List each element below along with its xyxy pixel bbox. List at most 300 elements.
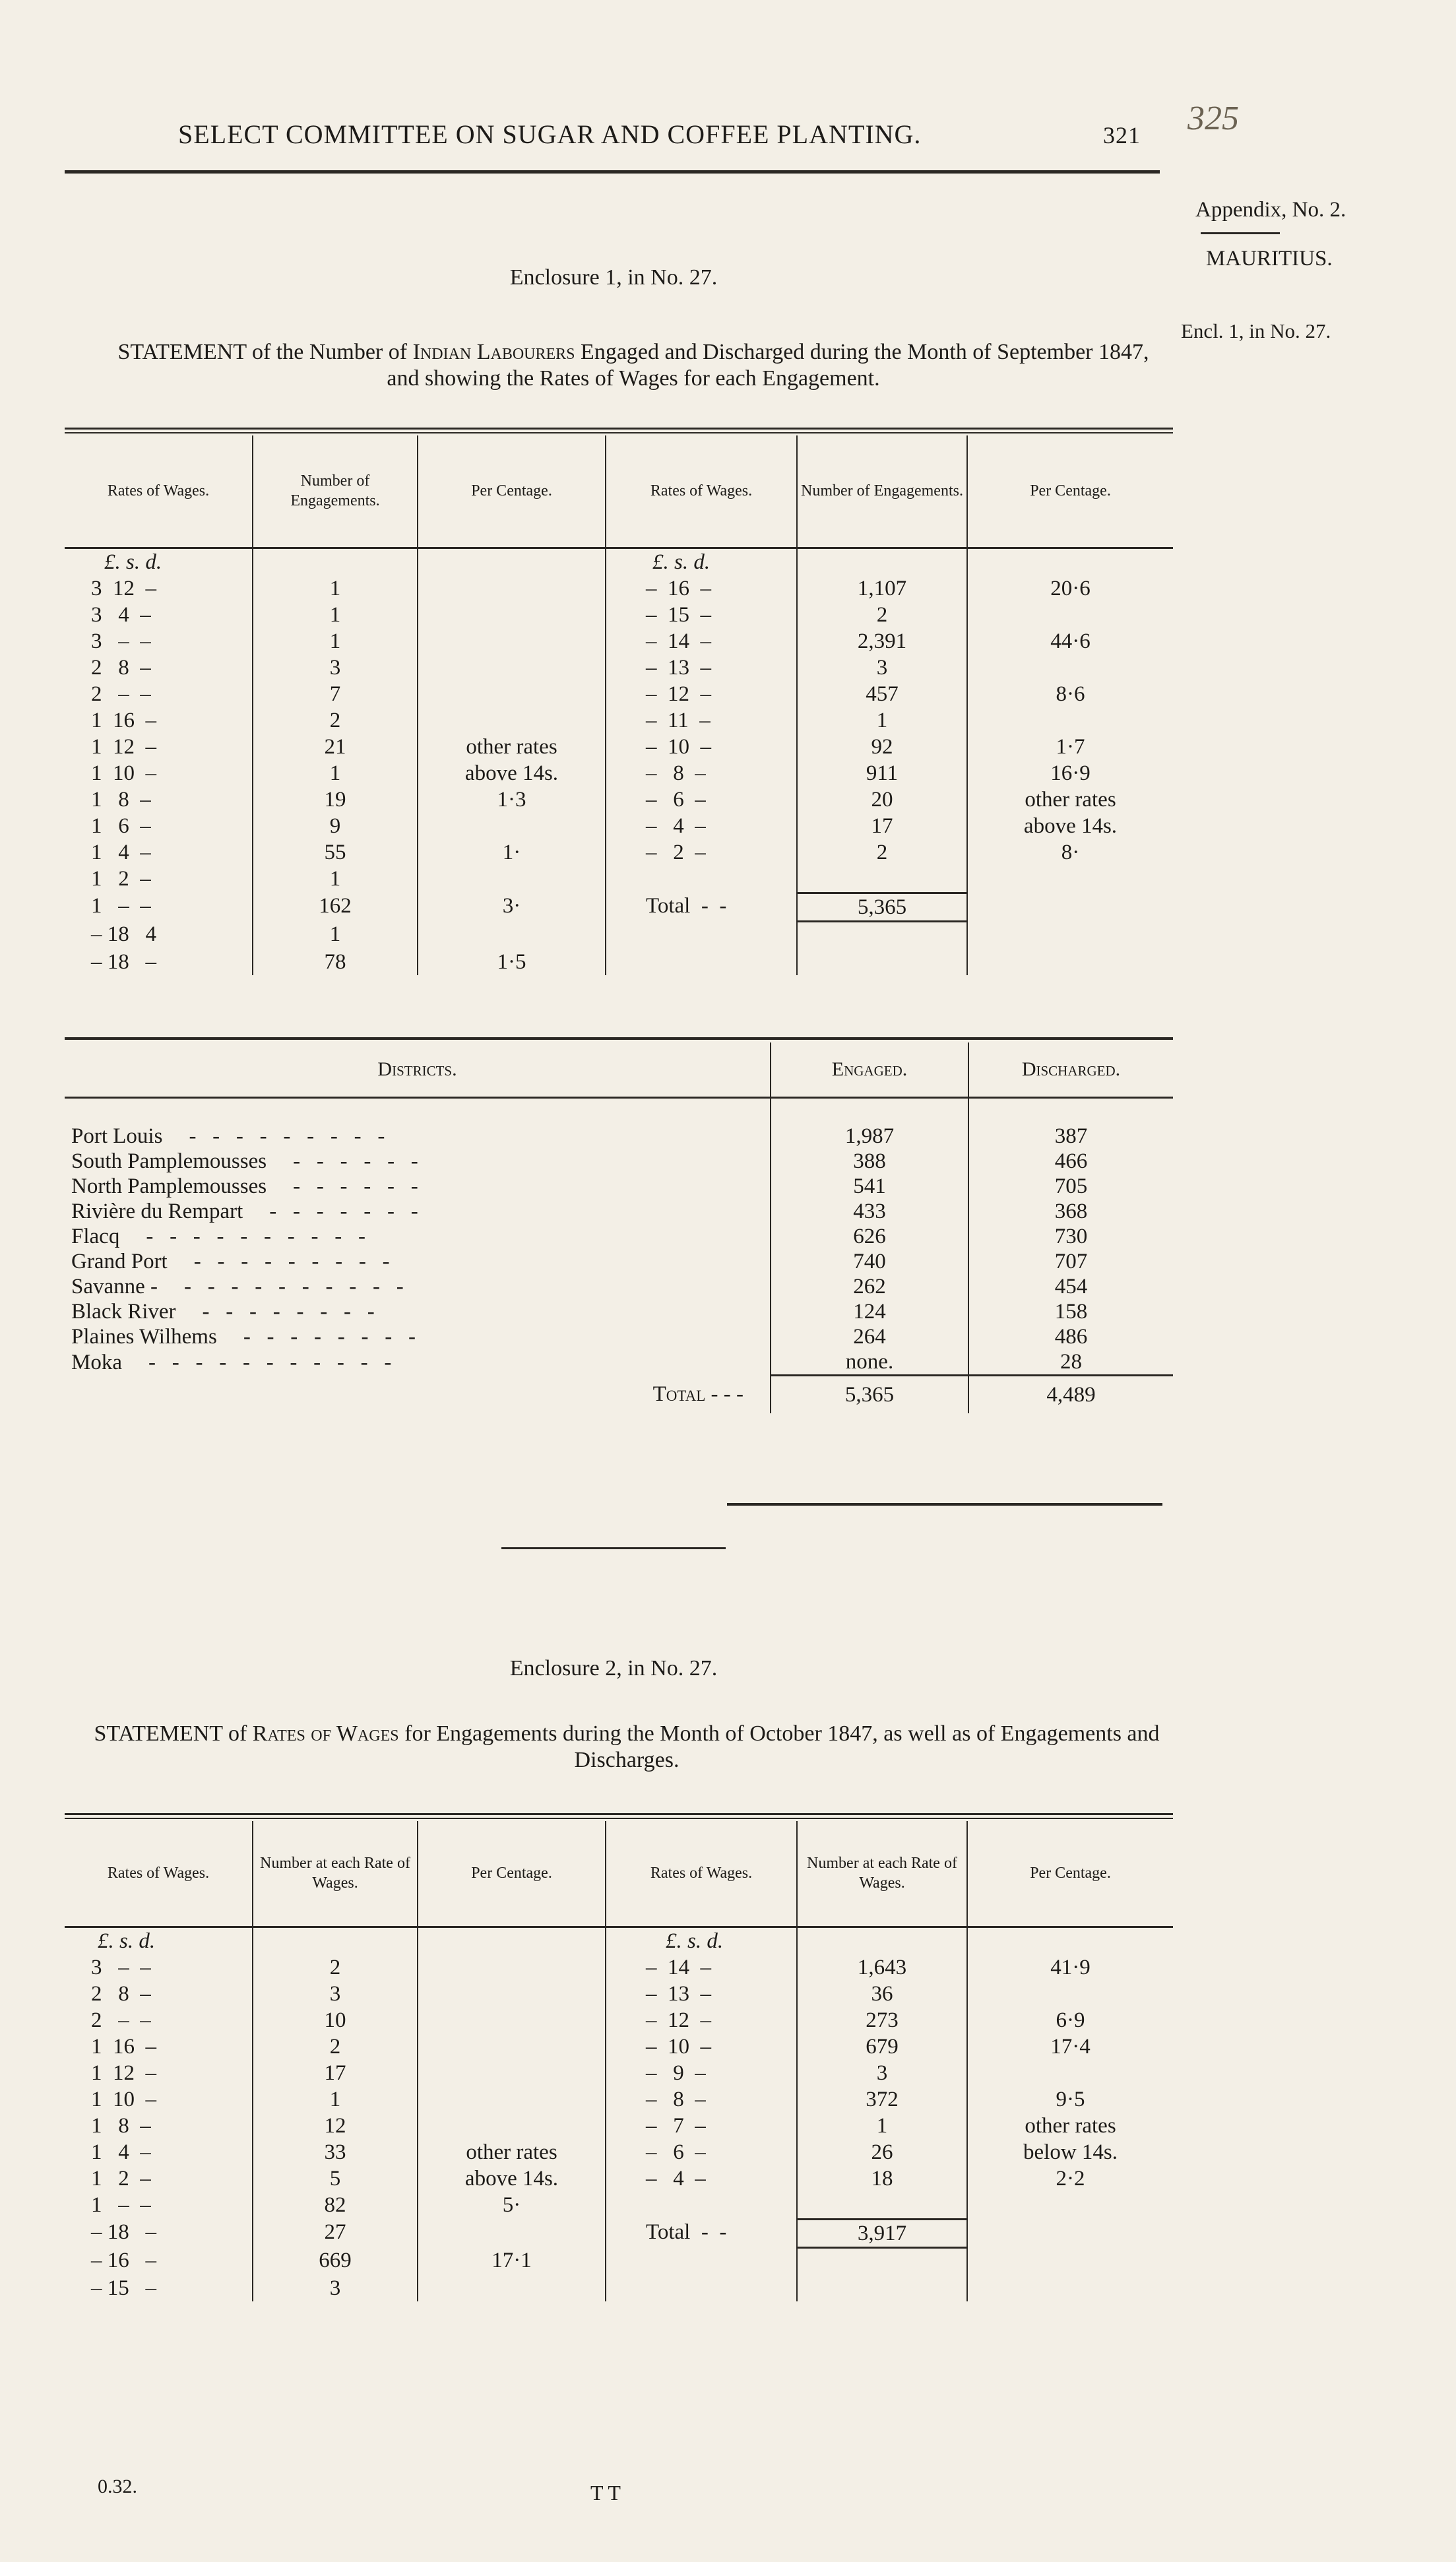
rate-left: 3 12 –: [91, 576, 156, 600]
table-row: [65, 949, 1173, 975]
count-right: [797, 2192, 967, 2220]
percent-right: 41·9: [967, 1954, 1173, 1981]
district-discharged: 387: [968, 1124, 1173, 1149]
percent-right: other rates: [967, 2113, 1173, 2139]
rate-right: – 12 –: [606, 2007, 797, 2034]
percent-left: above 14s.: [418, 760, 606, 786]
district-discharged: 466: [968, 1149, 1173, 1174]
district-engaged: 1,987: [771, 1124, 968, 1149]
percent-right: 8·6: [967, 681, 1173, 707]
percent-right: [967, 2060, 1173, 2086]
rate-left: 1 – –: [91, 2193, 151, 2217]
district-name: Black River: [71, 1300, 176, 1324]
wages-table-september: [65, 435, 1173, 975]
percent-right: [967, 707, 1173, 734]
table-row: [65, 602, 1173, 628]
district-engaged: 388: [771, 1149, 968, 1174]
col-districts: Districts.: [65, 1042, 771, 1098]
table-row: [65, 681, 1173, 707]
count-left: 82: [253, 2192, 418, 2220]
count-right: [797, 2275, 967, 2301]
percent-right: 20·6: [967, 575, 1173, 602]
rate-right: [606, 2247, 797, 2275]
list-item: [65, 1149, 1173, 1174]
district-cell: [65, 1199, 771, 1224]
district-cell: [65, 1149, 771, 1174]
count-left: 5: [253, 2165, 418, 2192]
table-row: [65, 839, 1173, 866]
percent-right: 2·2: [967, 2165, 1173, 2192]
district-leader-dots: - - - - - - - - - -: [184, 1275, 404, 1298]
enclosure1-heading: Enclosure 1, in No. 27.: [509, 265, 718, 290]
col-number-1: Number of Engagements.: [253, 435, 418, 548]
count-right: 372: [797, 2086, 967, 2113]
percent-right: 6·9: [967, 2007, 1173, 2034]
table1-top-rule-2: [65, 432, 1173, 433]
percent-left: other rates: [418, 734, 606, 760]
district-cell: [65, 1174, 771, 1199]
count-left: 7: [253, 681, 418, 707]
rate-right: – 2 –: [606, 839, 797, 866]
col-percentage-2: Per Centage.: [967, 435, 1173, 548]
table-row: [65, 2165, 1173, 2192]
district-discharged: 705: [968, 1174, 1173, 1199]
col2-percentage-2: Per Centage.: [967, 1821, 1173, 1927]
table1-top-rule: [65, 428, 1173, 430]
sidebar-rule: [1201, 232, 1280, 234]
percent-right: [967, 866, 1173, 893]
district-leader-dots: - - - - - - - - - - -: [148, 1350, 392, 1374]
percent-right: [967, 2247, 1173, 2275]
rate-right: – 15 –: [606, 602, 797, 628]
statement-lead: STATEMENT: [117, 340, 247, 364]
percent-left: [418, 602, 606, 628]
district-cell: [65, 1274, 771, 1299]
col2-number-2: Number at each Rate of Wages.: [797, 1821, 967, 1927]
rate-right: – 8 –: [606, 2086, 797, 2113]
percent-left: 3·: [418, 893, 606, 921]
currency-header-right: £. s. d.: [606, 548, 797, 575]
count-left: 2: [253, 707, 418, 734]
list-item: [65, 1224, 1173, 1249]
col-percentage-1: Per Centage.: [418, 435, 606, 548]
count-right: 2: [797, 602, 967, 628]
col-rates-of-wages-1: Rates of Wages.: [65, 435, 253, 548]
count-right: 3,917: [797, 2219, 967, 2247]
district-engaged: 262: [771, 1274, 968, 1299]
count-left: 1: [253, 921, 418, 949]
rate-left: 1 12 –: [91, 734, 156, 759]
table2-top-rule-2: [65, 1818, 1173, 1819]
col2-percentage-1: Per Centage.: [418, 1821, 606, 1927]
count-right: [797, 2247, 967, 2275]
percent-right: 44·6: [967, 628, 1173, 655]
count-left: 2: [253, 1954, 418, 1981]
count-right: [797, 921, 967, 949]
district-name: North Pamplemousses: [71, 1174, 267, 1198]
district-cell: [65, 1324, 771, 1349]
rate-right: [606, 2275, 797, 2301]
count-right: [797, 866, 967, 893]
wages-table-october: [65, 1821, 1173, 2301]
district-name: Plaines Wilhems: [71, 1325, 217, 1349]
rate-right: [606, 2192, 797, 2220]
rate-left: 1 16 –: [91, 708, 156, 732]
statement2-text-b: for Engagements during the Month of October 1847, as well as of Engagements and Discharges.: [398, 1721, 1160, 1772]
percent-left: [418, 1981, 606, 2007]
rate-left: 1 8 –: [91, 787, 151, 812]
rate-right: – 6 –: [606, 786, 797, 813]
percent-right: above 14s.: [967, 813, 1173, 839]
percent-left: [418, 2275, 606, 2301]
percent-right: other rates: [967, 786, 1173, 813]
currency-header-left: £. s. d.: [104, 550, 162, 574]
running-title: SELECT COMMITTEE ON SUGAR AND COFFEE PLANTING.: [178, 119, 922, 149]
table-row: [65, 2034, 1173, 2060]
count-left: 78: [253, 949, 418, 975]
table-row: [65, 2219, 1173, 2247]
rate-left: – 16 –: [91, 2249, 156, 2272]
rate-left: 1 – –: [91, 894, 151, 918]
district-leader-dots: - - - - - - -: [269, 1200, 418, 1223]
count-right: [797, 949, 967, 975]
table-row: [65, 575, 1173, 602]
district-cell: [65, 1249, 771, 1274]
rate-left: – 18 –: [91, 2220, 156, 2244]
statement-text-b: Engaged and Discharged during the Month of September 1847, and showing the Rates of Wages for each Engagement.: [387, 340, 1149, 391]
count-left: 10: [253, 2007, 418, 2034]
signature-mark: T T: [590, 2481, 621, 2505]
count-left: 55: [253, 839, 418, 866]
table-row: [65, 2247, 1173, 2275]
statement2-lead: STATEMENT: [94, 1721, 223, 1746]
percent-left: 17·1: [418, 2247, 606, 2275]
percent-left: [418, 866, 606, 893]
rate-right: – 7 –: [606, 2113, 797, 2139]
col-discharged: Discharged.: [968, 1042, 1173, 1098]
rate-right: Total - -: [606, 2219, 797, 2247]
rate-right: – 10 –: [606, 2034, 797, 2060]
rate-right: – 14 –: [606, 628, 797, 655]
percent-right: [967, 893, 1173, 921]
rate-left: 1 12 –: [91, 2061, 156, 2085]
count-right: 3: [797, 655, 967, 681]
rate-right: [606, 921, 797, 949]
percent-right: [967, 602, 1173, 628]
district-discharged: 28: [968, 1349, 1173, 1376]
districts-total-discharged: 4,489: [968, 1376, 1173, 1414]
district-name: Grand Port: [71, 1250, 168, 1273]
table-row: [65, 2113, 1173, 2139]
rate-right: – 13 –: [606, 1981, 797, 2007]
rate-right: – 13 –: [606, 655, 797, 681]
rate-left: 1 2 –: [91, 866, 151, 891]
district-engaged: 264: [771, 1324, 968, 1349]
percent-left: 1·5: [418, 949, 606, 975]
percent-left: [418, 655, 606, 681]
count-left: 1: [253, 628, 418, 655]
district-leader-dots: - - - - - -: [293, 1174, 418, 1198]
percent-left: [418, 628, 606, 655]
rate-right: – 4 –: [606, 813, 797, 839]
district-name: Flacq: [71, 1225, 120, 1248]
rate-left: 1 2 –: [91, 2166, 151, 2191]
district-leader-dots: - - - - - - - - -: [193, 1250, 390, 1273]
district-engaged: none.: [771, 1349, 968, 1376]
handwritten-folio: 325: [1187, 100, 1239, 137]
percent-left: [418, 2007, 606, 2034]
count-right: 1,643: [797, 1954, 967, 1981]
percent-right: [967, 2275, 1173, 2301]
count-left: 1: [253, 2086, 418, 2113]
table-row: [65, 2139, 1173, 2165]
percent-left: 1·: [418, 839, 606, 866]
currency2-header-right: £. s. d.: [606, 1927, 797, 1954]
rate-right: [606, 866, 797, 893]
count-right: 20: [797, 786, 967, 813]
percent-right: [967, 949, 1173, 975]
rate-right: – 12 –: [606, 681, 797, 707]
percent-left: above 14s.: [418, 2165, 606, 2192]
count-left: 9: [253, 813, 418, 839]
rate-right: – 10 –: [606, 734, 797, 760]
percent-left: [418, 2060, 606, 2086]
count-right: 36: [797, 1981, 967, 2007]
percent-right: 9·5: [967, 2086, 1173, 2113]
rate-left: 1 6 –: [91, 814, 151, 838]
rate-right: – 8 –: [606, 760, 797, 786]
count-right: 2,391: [797, 628, 967, 655]
table-row: [65, 1981, 1173, 2007]
rate-left: 1 10 –: [91, 761, 156, 785]
percent-right: [967, 921, 1173, 949]
list-item: [65, 1174, 1173, 1199]
rate-left: 2 8 –: [91, 1981, 151, 2006]
rate-left: 1 8 –: [91, 2113, 151, 2138]
rate-left: 3 4 –: [91, 602, 151, 627]
count-right: 5,365: [797, 893, 967, 921]
district-discharged: 707: [968, 1249, 1173, 1274]
district-discharged: 454: [968, 1274, 1173, 1299]
count-left: 21: [253, 734, 418, 760]
rate-left: 3 – –: [91, 629, 151, 653]
table-row: [65, 760, 1173, 786]
rate-left: 1 4 –: [91, 840, 151, 864]
district-engaged: 626: [771, 1224, 968, 1249]
list-item: [65, 1349, 1173, 1376]
table-row: [65, 2192, 1173, 2220]
rate-left: – 18 4: [91, 922, 156, 946]
percent-left: [418, 2219, 606, 2247]
col-engaged: Engaged.: [771, 1042, 968, 1098]
count-left: 669: [253, 2247, 418, 2275]
rate-right: Total - -: [606, 893, 797, 921]
count-left: 27: [253, 2219, 418, 2247]
district-discharged: 368: [968, 1199, 1173, 1224]
count-right: 273: [797, 2007, 967, 2034]
count-right: 2: [797, 839, 967, 866]
currency2-header-left: £. s. d.: [98, 1929, 156, 1953]
percent-left: 5·: [418, 2192, 606, 2220]
enclosure-ref: Encl. 1, in No. 27.: [1181, 319, 1331, 342]
count-left: 3: [253, 1981, 418, 2007]
statement2-smallcaps: Rates of Wages: [252, 1721, 399, 1746]
statement-smallcaps: Indian Labourers: [412, 340, 575, 364]
enclosure2-statement: [86, 1721, 1168, 1774]
percent-right: 1·7: [967, 734, 1173, 760]
percent-right: [967, 655, 1173, 681]
districts-total-engaged: 5,365: [771, 1376, 968, 1414]
count-right: 92: [797, 734, 967, 760]
rate-right: [606, 949, 797, 975]
count-left: 3: [253, 2275, 418, 2301]
table-row: [65, 2086, 1173, 2113]
count-right: 457: [797, 681, 967, 707]
table-row: [65, 707, 1173, 734]
district-cell: [65, 1349, 771, 1376]
col-rates-of-wages-2: Rates of Wages.: [606, 435, 797, 548]
appendix-label: Appendix, No. 2.: [1195, 198, 1346, 222]
count-left: 19: [253, 786, 418, 813]
page-number: 321: [1103, 122, 1141, 148]
percent-left: [418, 707, 606, 734]
district-leader-dots: - - - - - - - -: [243, 1325, 416, 1349]
table-row: [65, 786, 1173, 813]
table-row: [65, 921, 1173, 949]
count-right: 1,107: [797, 575, 967, 602]
count-right: 17: [797, 813, 967, 839]
enclosure1-statement: [106, 339, 1161, 392]
table-row: [65, 1954, 1173, 1981]
district-cell: [65, 1299, 771, 1324]
col2-rates-of-wages-2: Rates of Wages.: [606, 1821, 797, 1927]
percent-left: [418, 2113, 606, 2139]
district-name: Port Louis: [71, 1124, 163, 1148]
count-right: 26: [797, 2139, 967, 2165]
rate-left: – 15 –: [91, 2276, 156, 2300]
table-row: [65, 893, 1173, 921]
count-right: 1: [797, 707, 967, 734]
percent-right: below 14s.: [967, 2139, 1173, 2165]
rate-left: 1 4 –: [91, 2140, 151, 2164]
district-name: South Pamplemousses: [71, 1149, 267, 1173]
count-left: 162: [253, 893, 418, 921]
col2-rates-of-wages-1: Rates of Wages.: [65, 1821, 253, 1927]
rate-right: – 16 –: [606, 575, 797, 602]
percent-left: [418, 921, 606, 949]
rate-left: 2 8 –: [91, 655, 151, 680]
rate-right: – 6 –: [606, 2139, 797, 2165]
list-item: [65, 1299, 1173, 1324]
district-engaged: 124: [771, 1299, 968, 1324]
rate-left: 1 16 –: [91, 2034, 156, 2059]
percent-right: [967, 2192, 1173, 2220]
list-item: [65, 1324, 1173, 1349]
percent-right: 17·4: [967, 2034, 1173, 2060]
rate-right: – 4 –: [606, 2165, 797, 2192]
count-right: 911: [797, 760, 967, 786]
table-row: [65, 813, 1173, 839]
count-left: 1: [253, 602, 418, 628]
table-row: [65, 655, 1173, 681]
rate-left: 1 10 –: [91, 2087, 156, 2111]
percent-left: 1·3: [418, 786, 606, 813]
sheet-number: 0.32.: [98, 2476, 137, 2497]
districts-top-rule: [65, 1037, 1173, 1040]
percent-right: [967, 2219, 1173, 2247]
percent-right: 8·: [967, 839, 1173, 866]
rate-right: – 11 –: [606, 707, 797, 734]
rate-left: 2 – –: [91, 682, 151, 706]
count-right: 18: [797, 2165, 967, 2192]
count-left: 1: [253, 575, 418, 602]
col2-number-1: Number at each Rate of Wages.: [253, 1821, 418, 1927]
percent-left: [418, 681, 606, 707]
table-row: [65, 628, 1173, 655]
district-cell: [65, 1124, 771, 1149]
section-divider: [501, 1547, 726, 1549]
rate-right: – 14 –: [606, 1954, 797, 1981]
list-item: [65, 1274, 1173, 1299]
header-rule: [65, 170, 1160, 174]
district-leader-dots: - - - - - - - -: [202, 1300, 375, 1324]
percent-left: [418, 1954, 606, 1981]
enclosure2-heading: Enclosure 2, in No. 27.: [509, 1656, 718, 1681]
statement-text-a: of the Number of: [246, 340, 413, 364]
rate-left: 2 – –: [91, 2008, 151, 2032]
count-left: 17: [253, 2060, 418, 2086]
rate-right: – 9 –: [606, 2060, 797, 2086]
count-left: 3: [253, 655, 418, 681]
percent-left: [418, 575, 606, 602]
table2-top-rule: [65, 1813, 1173, 1815]
rate-left: – 18 –: [91, 949, 156, 974]
percent-left: [418, 813, 606, 839]
count-right: 1: [797, 2113, 967, 2139]
count-left: 12: [253, 2113, 418, 2139]
district-leader-dots: - - - - - -: [293, 1149, 418, 1173]
district-engaged: 740: [771, 1249, 968, 1274]
list-item: [65, 1124, 1173, 1149]
table-row: [65, 2007, 1173, 2034]
table-row: [65, 2060, 1173, 2086]
district-leader-dots: - - - - - - - - - -: [146, 1225, 365, 1248]
count-left: 1: [253, 760, 418, 786]
district-name: Rivière du Rempart: [71, 1200, 243, 1223]
table-row: [65, 866, 1173, 893]
district-discharged: 730: [968, 1224, 1173, 1249]
rate-left: 3 – –: [91, 1955, 151, 1979]
table-row: [65, 2275, 1173, 2301]
districts-total-label: Total - - -: [652, 1382, 744, 1407]
districts-bottom-rule: [727, 1503, 1162, 1506]
count-left: 33: [253, 2139, 418, 2165]
list-item: [65, 1249, 1173, 1274]
district-discharged: 158: [968, 1299, 1173, 1324]
statement2-text-a: of: [222, 1721, 253, 1746]
percent-left: [418, 2086, 606, 2113]
percent-right: 16·9: [967, 760, 1173, 786]
percent-right: [967, 1981, 1173, 2007]
count-right: 3: [797, 2060, 967, 2086]
count-left: 1: [253, 866, 418, 893]
col-number-2: Number of Engagements.: [797, 435, 967, 548]
district-engaged: 433: [771, 1199, 968, 1224]
colony-label: MAURITIUS.: [1206, 247, 1333, 271]
district-cell: [65, 1224, 771, 1249]
district-discharged: 486: [968, 1324, 1173, 1349]
count-right: 679: [797, 2034, 967, 2060]
